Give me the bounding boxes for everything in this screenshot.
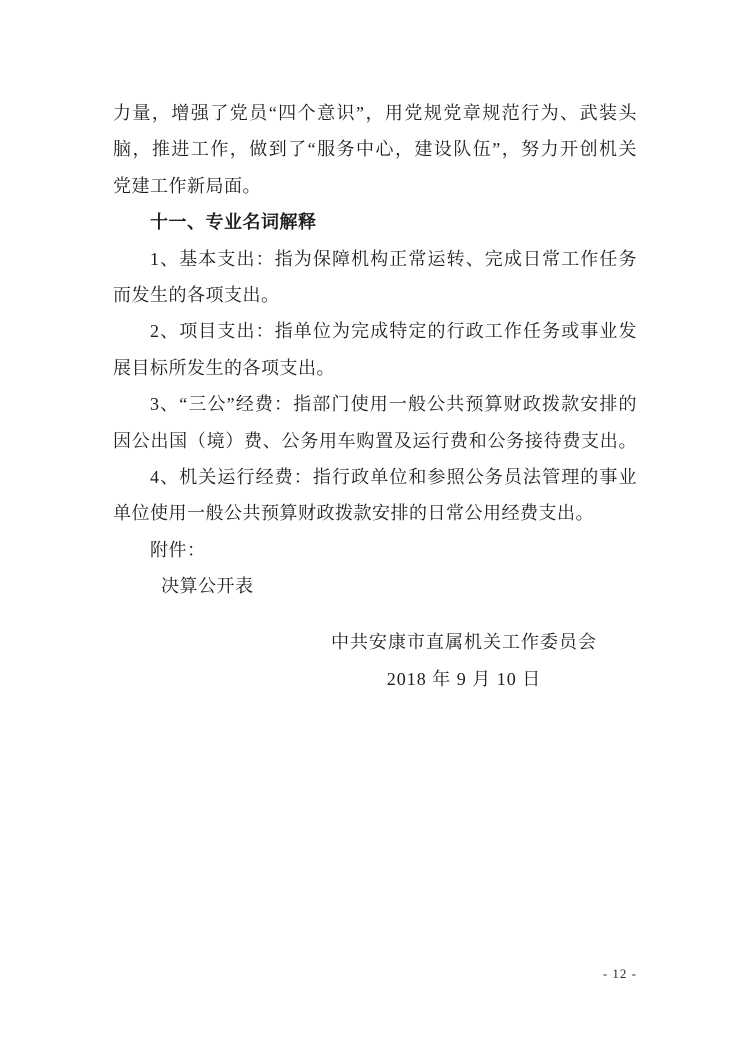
attachment-item: 决算公开表 bbox=[161, 576, 254, 597]
signature-organization: 中共安康市直属机关工作委员会 bbox=[331, 632, 597, 653]
body-text-line: 单位使用一般公共预算财政拨款安排的日常公用经费支出。 bbox=[113, 503, 594, 524]
body-text-line: 党建工作新局面。 bbox=[113, 175, 261, 196]
body-text-line: 1、基本支出：指为保障机构正常运转、完成日常工作任务 bbox=[150, 248, 637, 269]
body-text-line: 展目标所发生的各项支出。 bbox=[113, 357, 335, 378]
body-text-line: 因公出国（境）费、公务用车购置及运行费和公务接待费支出。 bbox=[113, 430, 637, 451]
body-text-line: 脑，推进工作，做到了“服务中心，建设队伍”，努力开创机关 bbox=[113, 139, 637, 160]
signature-date: 2018 年 9 月 10 日 bbox=[386, 668, 542, 689]
section-heading: 十一、专业名词解释 bbox=[150, 212, 317, 233]
body-text-line: 3、“三公”经费：指部门使用一般公共预算财政拨款安排的 bbox=[150, 394, 637, 415]
body-text-line: 而发生的各项支出。 bbox=[113, 284, 280, 305]
attachment-label: 附件： bbox=[150, 539, 206, 560]
body-text-line: 4、机关运行经费：指行政单位和参照公务员法管理的事业 bbox=[150, 466, 637, 487]
body-text-line: 2、项目支出：指单位为完成特定的行政工作任务或事业发 bbox=[150, 321, 637, 342]
page-number: - 12 - bbox=[602, 966, 637, 981]
body-text-line: 力量，增强了党员“四个意识”，用党规党章规范行为、武装头 bbox=[113, 103, 637, 123]
signature-block bbox=[291, 624, 637, 697]
document-body bbox=[113, 95, 637, 697]
